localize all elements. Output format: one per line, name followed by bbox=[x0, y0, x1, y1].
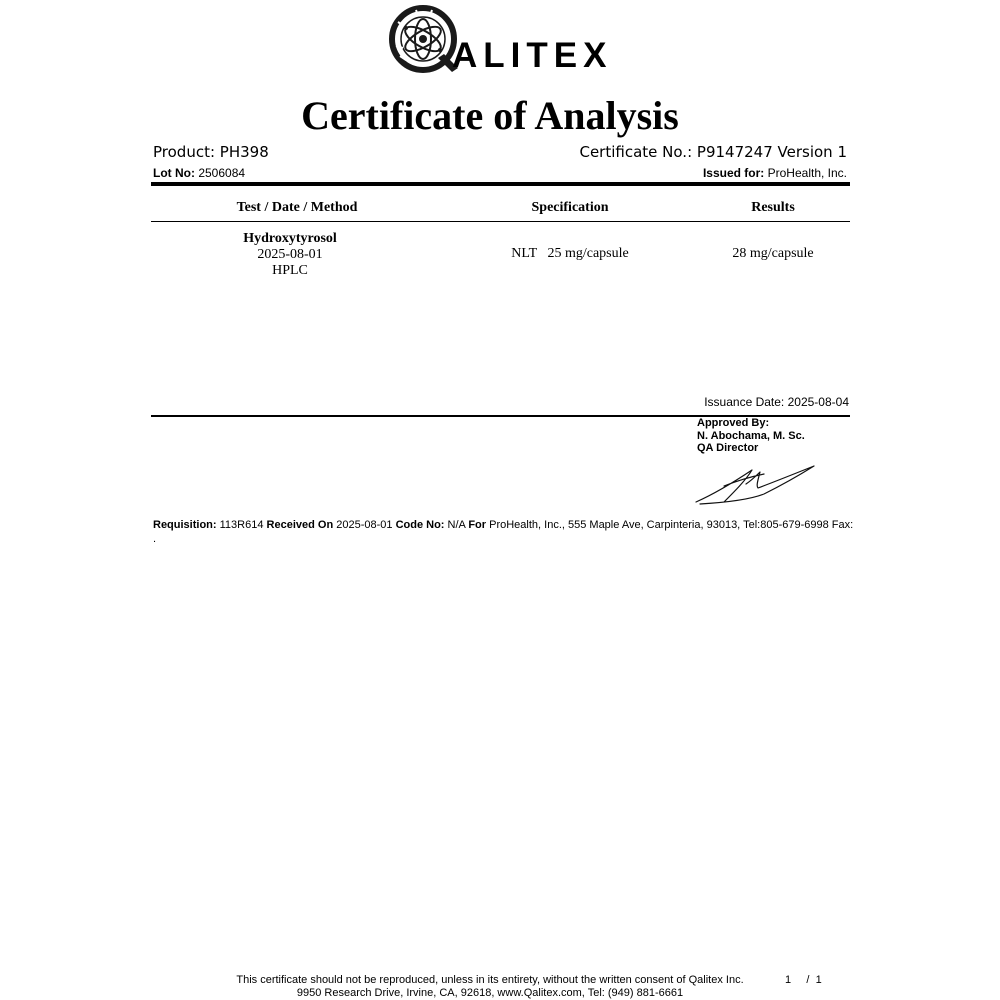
document-title: Certificate of Analysis bbox=[301, 93, 679, 138]
test-name: Hydroxytyrosol bbox=[243, 231, 337, 246]
issuance-label: Issuance Date: bbox=[704, 395, 785, 409]
table-row bbox=[190, 231, 390, 279]
lot-label: Lot No: bbox=[153, 166, 195, 180]
approval-label: Approved By: bbox=[697, 417, 770, 429]
header-thick-divider bbox=[151, 182, 850, 186]
lot-value: 2506084 bbox=[198, 166, 246, 180]
logo-wordmark: ALITEX bbox=[452, 36, 613, 75]
test-method: HPLC bbox=[272, 263, 308, 278]
for-label: For bbox=[468, 519, 487, 531]
issued-for-value: ProHealth, Inc. bbox=[767, 166, 847, 180]
lot-field bbox=[153, 166, 245, 180]
code-no-label: Code No: bbox=[395, 519, 445, 531]
certificate-label: Certificate No.: bbox=[579, 143, 693, 161]
requisition-trailing-dot: . bbox=[153, 533, 157, 545]
approver-name: N. Abochama, M. Sc. bbox=[697, 429, 805, 442]
result-cell: 28 mg/capsule bbox=[732, 246, 814, 261]
issued-for-label: Issued for: bbox=[702, 166, 765, 180]
specification-cell: NLT 25 mg/capsule bbox=[511, 246, 629, 261]
column-header-results: Results bbox=[751, 200, 795, 215]
product-field bbox=[153, 143, 269, 161]
footer-disclaimer: This certificate should not be reproduced, unless in its entirety, without the written consent of Qalitex Inc. bbox=[236, 974, 744, 986]
for-value: ProHealth, Inc., 555 Maple Ave, Carpinteria, 93013, Tel:805-679-6998 Fax: bbox=[489, 519, 854, 531]
received-on-label: Received On bbox=[266, 519, 334, 531]
code-no-value: N/A bbox=[447, 519, 466, 531]
signature-image bbox=[694, 462, 818, 506]
requisition-line bbox=[153, 517, 853, 534]
certificate-number-field bbox=[579, 143, 847, 161]
test-date: 2025-08-01 bbox=[257, 247, 323, 262]
issuance-date-field bbox=[704, 395, 849, 409]
company-logo bbox=[386, 2, 616, 76]
issuance-value: 2025-08-04 bbox=[787, 395, 849, 409]
approval-block bbox=[697, 417, 805, 455]
requisition-label: Requisition: bbox=[153, 519, 217, 531]
footer-text bbox=[215, 974, 765, 1000]
product-value: PH398 bbox=[219, 143, 269, 161]
requisition-value: 113R614 bbox=[219, 519, 264, 531]
approver-role: QA Director bbox=[697, 442, 759, 454]
certificate-value: P9147247 Version 1 bbox=[696, 143, 847, 161]
footer-address: 9950 Research Drive, Irvine, CA, 92618, www.Qalitex.com, Tel: (949) 881-6661 bbox=[296, 987, 684, 999]
received-on-value: 2025-08-01 bbox=[336, 519, 393, 531]
issued-for-field bbox=[703, 166, 847, 180]
product-label: Product: bbox=[153, 143, 216, 161]
table-header-divider bbox=[151, 221, 850, 222]
atom-emblem-icon bbox=[386, 2, 460, 76]
column-header-specification: Specification bbox=[531, 200, 609, 215]
column-header-test: Test / Date / Method bbox=[236, 200, 358, 215]
page-number: 1 / 1 bbox=[785, 974, 822, 986]
